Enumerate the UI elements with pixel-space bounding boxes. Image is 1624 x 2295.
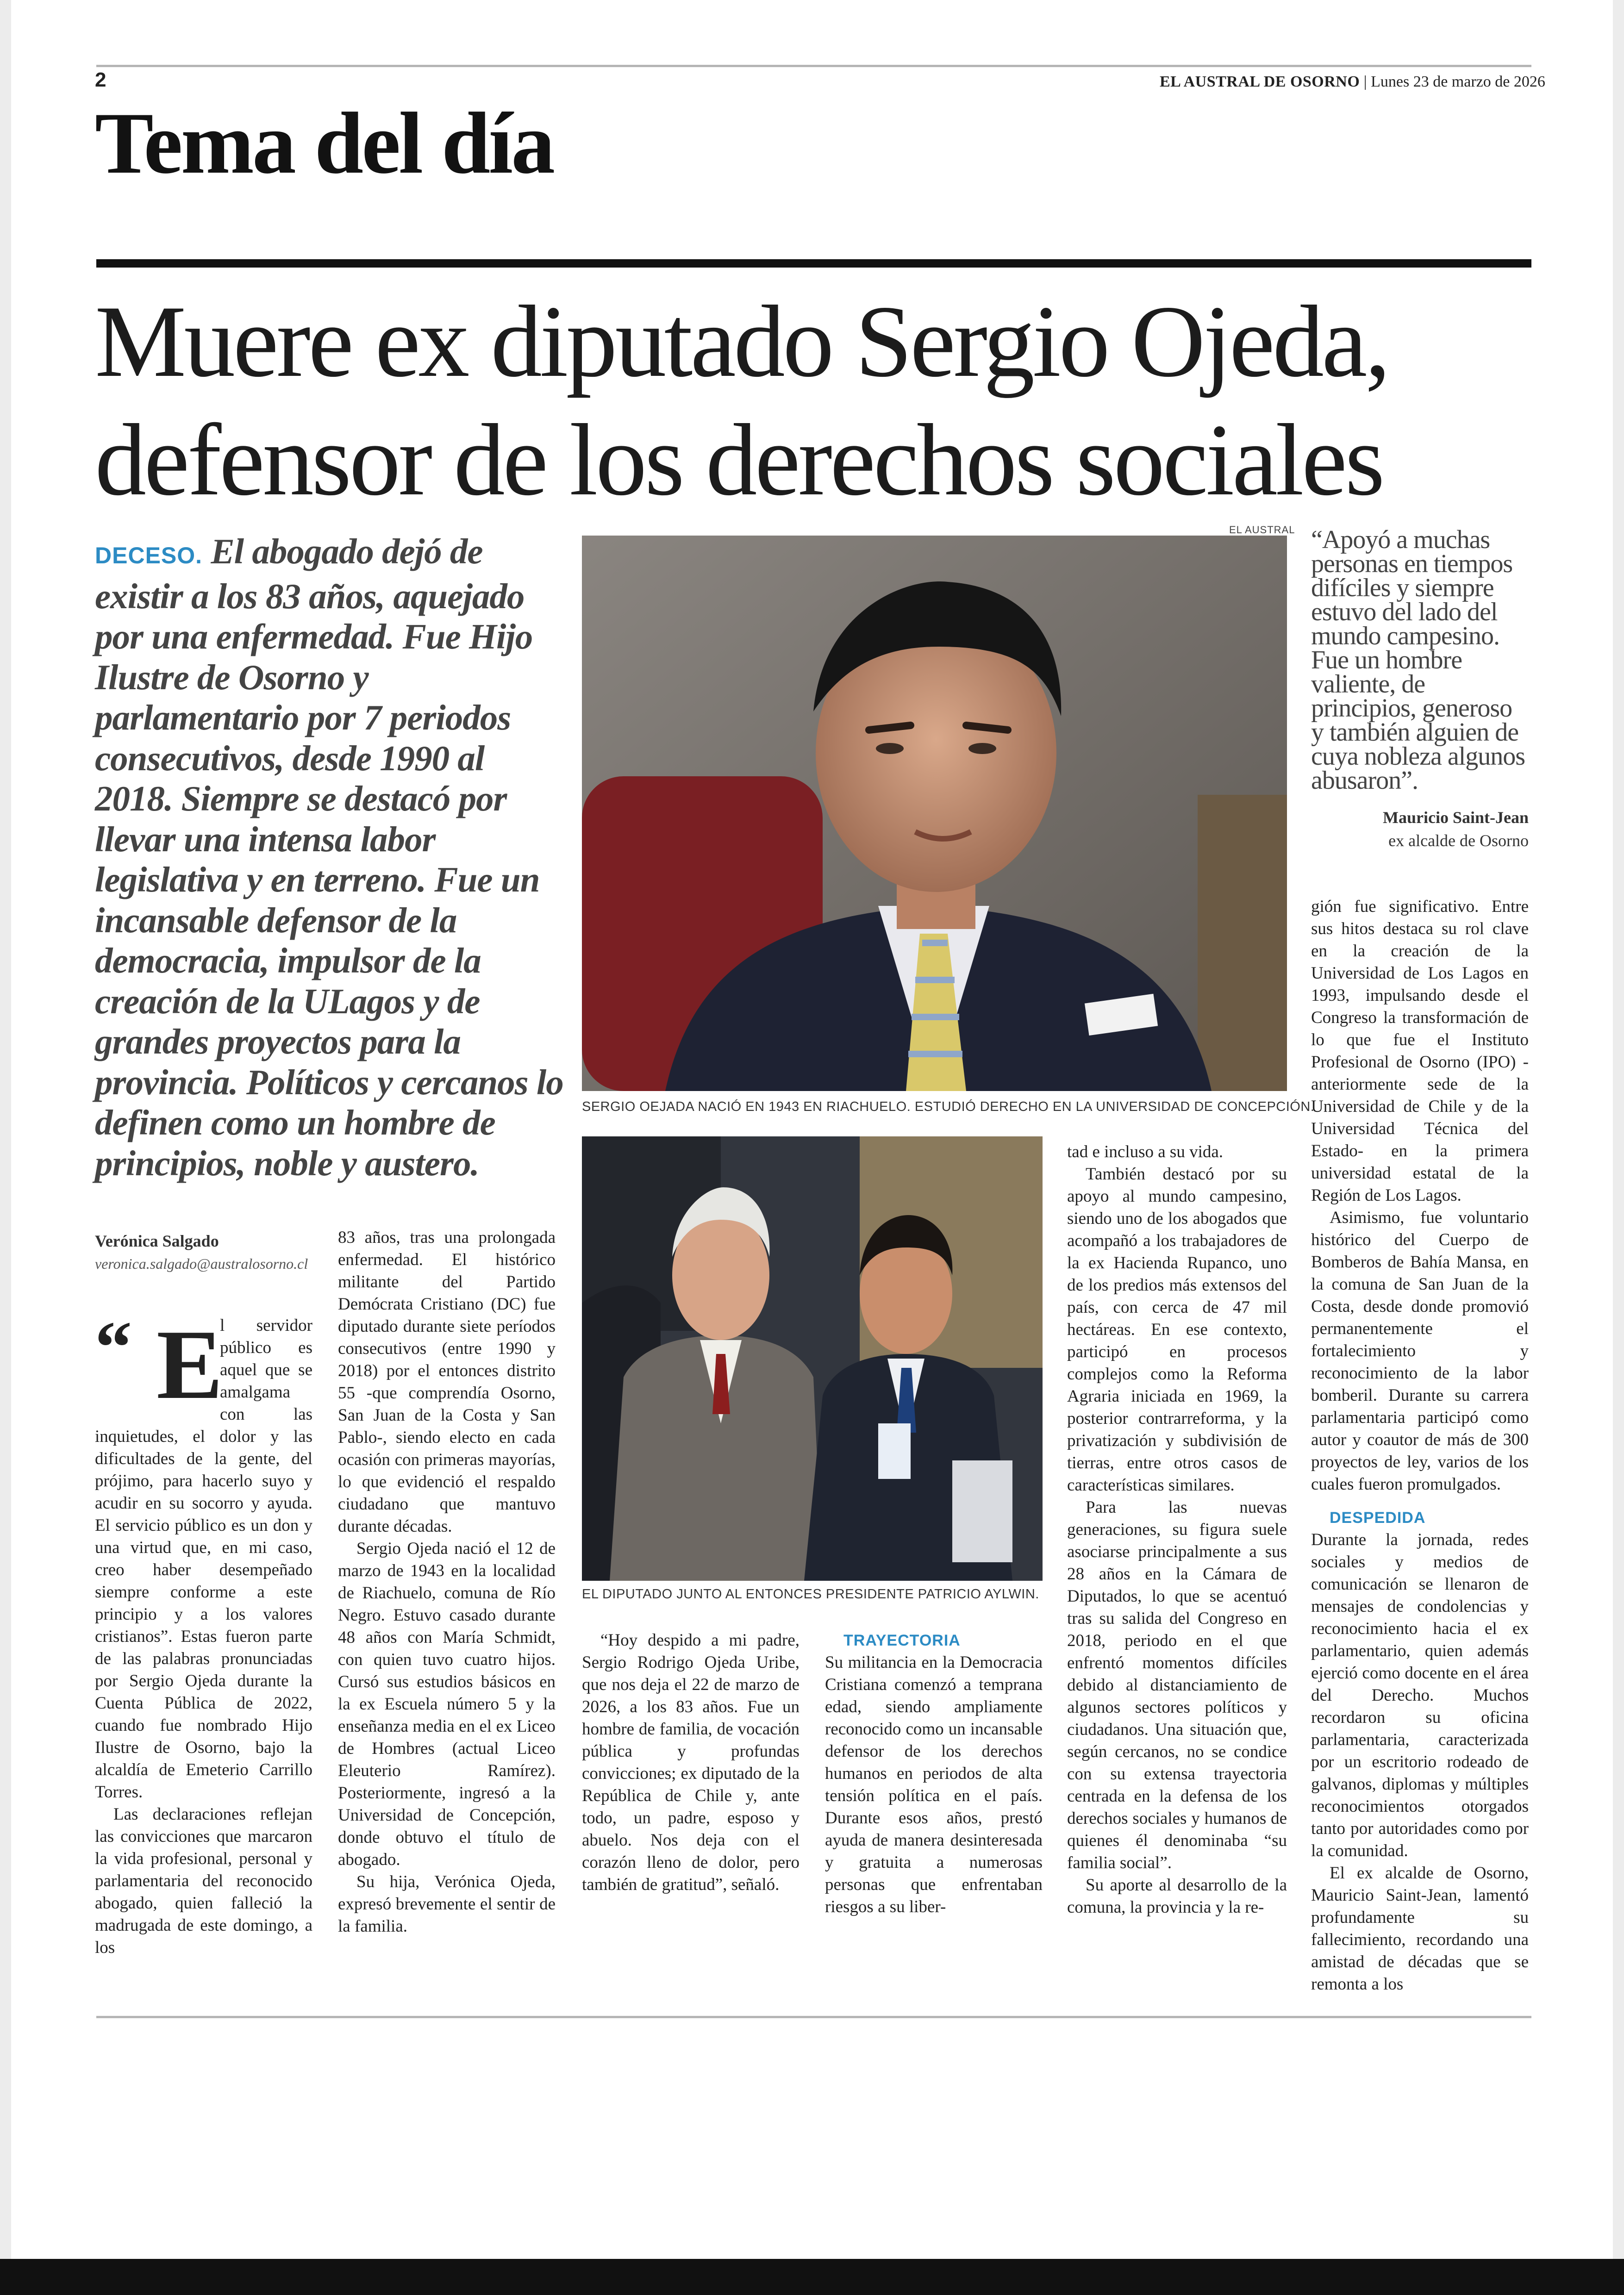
page-number: 2 [95, 69, 106, 91]
col2-paragraph-1: 83 años, tras una prolongada enfermedad. El histórico militante del Partido Demócrata Cristiano (DC) fue diputado durante siete períodos consecutivos (entre 1990 y 2018) por el entonces distrito 55 -que comprendía Osorno, San Juan de la Costa y San Pablo-, siendo electo en cada ocasión con primeras mayorías, lo que evidenció el respaldo ciudadano que mantuvo durante décadas. [338, 1228, 556, 1536]
headline-line-2: defensor de los derechos sociales [95, 403, 1383, 517]
col1-paragraph-2: Las declaraciones reflejan las convicciones que marcaron la vida profesional, personal y parlamentaria del reconocido abogado, quien falleció la madrugada de este domingo, a los [95, 1805, 312, 1957]
pull-quote-role: ex alcalde de Osorno [1388, 831, 1529, 850]
subhead-despedida: DESPEDIDA [1330, 1509, 1426, 1527]
portrait-photo [582, 536, 1287, 1091]
col3-paragraph-1: “Hoy despido a mi padre, Sergio Rodrigo Ojeda Uribe, que nos deja el 22 de marzo de 2026, a los 83 años. Fue un hombre de familia, de vocación pública y profundas convicciones; ex diputado de la República de Chile y, ante todo, un padre, esposo y abuelo. Nos deja con el corazón lleno de dolor, pero también de gratitud”, señaló. [582, 1631, 800, 1894]
col5-paragraph-2: También destacó por su apoyo al mundo campesino, siendo uno de los abogados que acompañó a los trabajadores de la ex Hacienda Rupanco, uno de los predios más extensos del país, con cerca de 47 mil hectáreas. En ese contexto, participó en procesos complejos como la Reforma Agraria iniciada en 1969, la posterior contrarreforma, y la privatización y subdivisión de tierras, entre otros casos de características similares. [1067, 1165, 1287, 1495]
newspaper-name: EL AUSTRAL DE OSORNO [1160, 73, 1360, 90]
photo1-caption: SERGIO OEJADA NACIÓ EN 1943 EN RIACHUELO. ESTUDIÓ DERECHO EN LA UNIVERSIDAD DE CONCEPCIÓN. [582, 1099, 1315, 1114]
portrait-illustration [582, 536, 1287, 1091]
lead-paragraph [95, 531, 567, 1184]
page-margin-left [0, 0, 11, 2259]
column-5 [1067, 1141, 1287, 1919]
column-6 [1311, 896, 1529, 1996]
column-1 [95, 1309, 312, 1959]
header-rule [96, 65, 1531, 67]
lead-tag: DECESO. [95, 543, 203, 568]
aylwin-illustration [582, 1136, 1043, 1581]
column-3 [582, 1629, 800, 1896]
page-margin-right [1613, 0, 1624, 2259]
headline-rule [96, 259, 1531, 268]
pull-quote-author: Mauricio Saint-Jean [1383, 808, 1529, 827]
col6-paragraph-2: Asimismo, fue voluntario histórico del Cuerpo de Bomberos de Bahía Mansa, en la comuna de San Juan de la Costa, desde donde promovió permanentemente el fortalecimiento y reconocimiento de la labor bomberil. Durante su carrera parlamentaria participó como autor y coautor de más de 300 proyectos de ley, varios de los cuales fueron promulgados. [1311, 1208, 1529, 1494]
masthead [1160, 73, 1545, 91]
photo2-caption: EL DIPUTADO JUNTO AL ENTONCES PRESIDENTE PATRICIO AYLWIN. [582, 1587, 1039, 1602]
col1-paragraph-1: l servidor público es aquel que se amalgama con las inquietudes, el dolor y las dificultades de la gente, del prójimo, para hacerlo suyo y acudir en su socorro y ayuda. El servicio público es un don y una virtud que, en mi caso, creo haber desempeñado siempre conforme a este principio y a los valores cristianos”. Estas fueron parte de las palabras pronunciadas por Sergio Ojeda durante la Cuenta Pública de 2022, cuando fue nombrado Hijo Ilustre de Osorno, bajo la alcaldía de Emeterio Carrillo Torres. [95, 1316, 312, 1802]
drop-cap: E [156, 1309, 223, 1420]
byline-author: Verónica Salgado [95, 1232, 219, 1250]
aylwin-photo [582, 1136, 1043, 1581]
column-2 [338, 1227, 556, 1938]
col5-paragraph-3: Para las nuevas generaciones, su figura suele asociarse principalmente a sus 28 años en la Cámara de Diputados, lo que se acentuó tras su salida del Congreso en 2018, periodo en el que enfrentó momentos difíciles debido al distanciamiento de algunos sectores políticos y ciudadanos. Una situación que, según cercanos, no se condice con su extensa trayectoria centrada en la defensa de los derechos sociales y humanos de quienes él denominaba “su familia social”. [1067, 1498, 1287, 1872]
pull-quote: “Apoyó a muchas personas en tiempos difíciles y siempre estuvo del lado del mundo campesino. Fue un hombre valiente, de principios, generoso y también alguien de cuya nobleza algunos abusaron”. [1311, 525, 1525, 795]
byline-email: veronica.salgado@australosorno.cl [95, 1255, 308, 1272]
col6-paragraph-3: Durante la jornada, redes sociales y medios de comunicación se llenaron de mensajes de condolencias y reconocimiento hacia el ex parlamentario, quien además ejerció como docente en el área del Derecho. Muchos recordaron su oficina parlamentaria, caracterizada por un escritorio rodeado de galvanos, diplomas y múltiples reconocimientos otorgados tanto por autoridades como por la comunidad. [1311, 1530, 1529, 1860]
photo-credit: EL AUSTRAL [1229, 524, 1295, 536]
column-4 [825, 1629, 1043, 1918]
issue-date: Lunes 23 de marzo de 2026 [1371, 73, 1545, 90]
headline-line-1: Muere ex diputado Sergio Ojeda, [95, 285, 1388, 399]
col6-paragraph-4: El ex alcalde de Osorno, Mauricio Saint-Jean, lamentó profundamente su fallecimiento, recordando una amistad de décadas que se remonta a los [1311, 1864, 1529, 1994]
col4-paragraph-1: Su militancia en la Democracia Cristiana comenzó a temprana edad, siendo ampliamente reconocido como un incansable defensor de los derechos humanos en periodos de alta tensión política en el país. Durante esos años, prestó ayuda de manera desinteresada y gratuita a numerosas personas que enfrentaban riesgos a su liber- [825, 1653, 1043, 1916]
col6-paragraph-1: gión fue significativo. Entre sus hitos destaca su rol clave en la creación de la Universidad de Los Lagos en 1993, impulsando desde el Congreso la transformación de lo que fue el Instituto Profesional de Osorno (IPO) -anteriormente sede de la Universidad de Chile y de la Universidad Técnica del Estado- en la primera universidad estatal de la Región de Los Lagos. [1311, 897, 1529, 1205]
masthead-separator: | [1360, 73, 1371, 90]
subhead-trayectoria: TRAYECTORIA [843, 1632, 961, 1649]
col2-paragraph-2: Sergio Ojeda nació el 12 de marzo de 1943 en la localidad de Riachuelo, comuna de Río Negro. Estuvo casado durante 48 años con María Schmidt, con quien tuvo cuatro hijos. Cursó sus estudios básicos en la ex Escuela número 5 y la enseñanza media en el ex Liceo de Hombres (actual Liceo Eleuterio Ramírez). Posteriormente, ingresó a la Universidad de Concepción, donde obtuvo el título de abogado. [338, 1539, 556, 1869]
dropcap-space [95, 1315, 220, 1407]
lead-text: El abogado dejó de existir a los 83 años, aquejado por una enfermedad. Fue Hijo Ilustre de Osorno y parlamentario por 7 periodos consecutivos, desde 1990 al 2018. Siempre se destacó por llevar una intensa labor legislativa y en terreno. Fue un incansable defensor de la democracia, impulsor de la creación de la ULagos y de grandes proyectos para la provincia. Políticos y cercanos lo definen como un hombre de principios, noble y austero. [95, 531, 563, 1183]
footer-rule [96, 2016, 1531, 2018]
col2-paragraph-3: Su hija, Verónica Ojeda, expresó brevemente el sentir de la familia. [338, 1872, 556, 1936]
viewer-bottom-bar [0, 2259, 1624, 2295]
section-title: Tema del día [95, 95, 554, 192]
opening-quote-mark: “ [95, 1306, 132, 1388]
col5-paragraph-1: tad e incluso a su vida. [1067, 1142, 1224, 1161]
headline [95, 282, 1553, 519]
col5-paragraph-4: Su aporte al desarrollo de la comuna, la provincia y la re- [1067, 1876, 1287, 1917]
